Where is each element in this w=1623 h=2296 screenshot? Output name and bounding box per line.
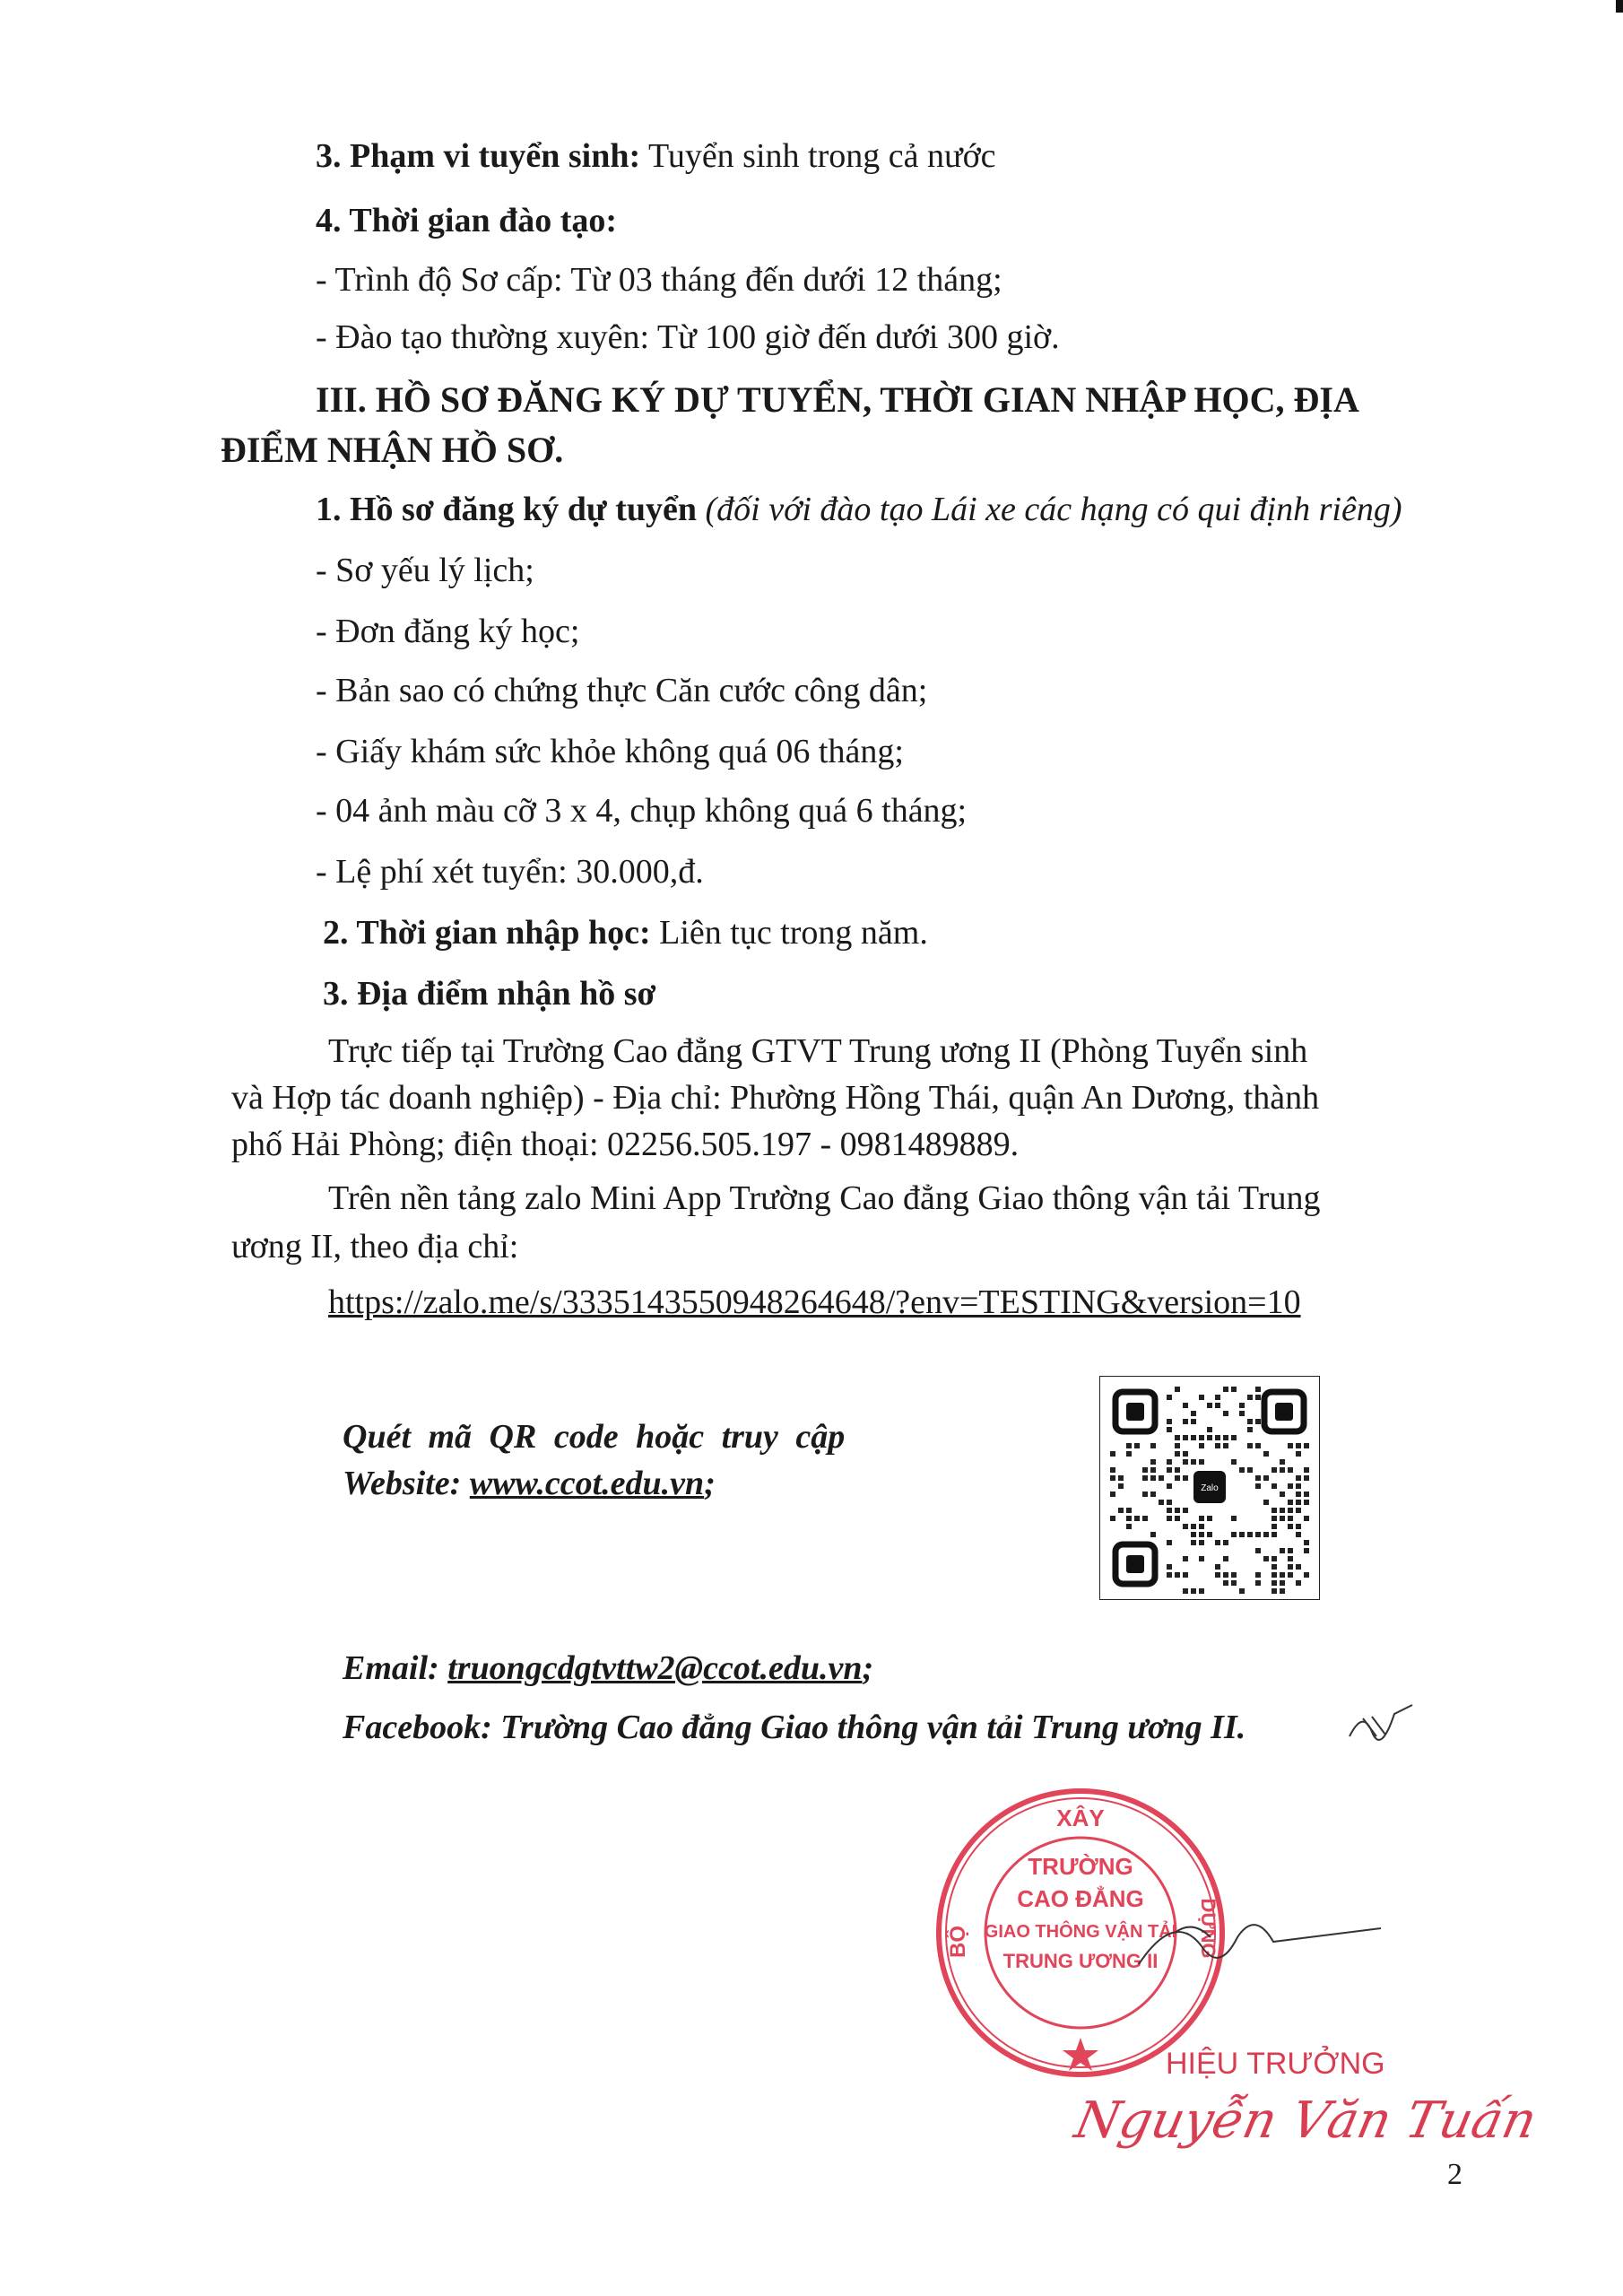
email-link[interactable]: truongcdgtvttw2@ccot.edu.vn: [447, 1649, 863, 1687]
documents-label: 1. Hồ sơ đăng ký dự tuyển: [316, 491, 698, 528]
duration-item: - Trình độ Sơ cấp: Từ 03 tháng đến dưới 12 tháng;: [316, 261, 1002, 299]
seal-line3: GIAO THÔNG VẬN TẢI: [984, 1922, 1177, 1942]
part3-heading-line2: ĐIỂM NHẬN HỒ SƠ.: [221, 430, 564, 470]
location-paragraph-line: và Hợp tác doanh nghiệp) - Địa chỉ: Phường Hồng Thái, quận An Dương, thành: [231, 1079, 1320, 1117]
zalo-logo: [1193, 1471, 1226, 1503]
website-end: ;: [704, 1465, 716, 1502]
seal-line4: TRUNG ƯƠNG II: [1002, 1950, 1159, 1972]
duration-item: - Đào tạo thường xuyên: Từ 100 giờ đến dưới 300 giờ.: [316, 318, 1060, 356]
scope-line: [316, 135, 996, 178]
duration-heading: 4. Thời gian đào tạo:: [316, 202, 618, 239]
qr-code-image: [1099, 1376, 1320, 1600]
zalo-link[interactable]: https://zalo.me/s/3335143550948264648/?env=TESTING&version=10: [328, 1283, 1301, 1321]
zalo-paragraph-line: ương II, theo địa chỉ:: [231, 1228, 519, 1265]
signer-title: HIỆU TRƯỞNG: [1166, 2047, 1385, 2081]
seal-right-text: DỰNG: [1197, 1898, 1219, 1959]
enrollment-time-line: [323, 911, 928, 954]
zalo-paragraph-line: Trên nền tảng zalo Mini App Trường Cao đẳng Giao thông vận tải Trung: [328, 1179, 1321, 1217]
documents-item: - Lệ phí xét tuyển: 30.000,đ.: [316, 853, 704, 891]
signer-name: Nguyễn Văn Tuấn: [1070, 2092, 1542, 2150]
seal-line2: CAO ĐẲNG: [1017, 1885, 1144, 1912]
page-number: 2: [1447, 2158, 1462, 2191]
seal-line1: TRƯỜNG: [1028, 1853, 1133, 1880]
documents-item: - Bản sao có chứng thực Căn cước công dân;: [316, 672, 928, 709]
location-heading: 3. Địa điểm nhận hồ sơ: [323, 975, 656, 1013]
facebook-label: Facebook:: [343, 1709, 501, 1746]
documents-note: (đối với đào tạo Lái xe các hạng có qui định riêng): [697, 491, 1402, 528]
website-label: Website:: [343, 1465, 470, 1502]
documents-item: - Đơn đăng ký học;: [316, 613, 580, 650]
initial-mark: [1345, 1700, 1417, 1745]
scan-edge-mark: [1616, 0, 1623, 13]
documents-item: - Sơ yếu lý lịch;: [316, 552, 534, 589]
enrollment-time-label: 2. Thời gian nhập học:: [323, 914, 651, 952]
email-end: ;: [862, 1649, 874, 1687]
email-line: [343, 1647, 873, 1690]
location-paragraph-line: Trực tiếp tại Trường Cao đẳng GTVT Trung ương II (Phòng Tuyển sinh: [328, 1032, 1308, 1070]
seal-left-text: BỘ: [946, 1926, 970, 1958]
qr-prompt: Quét mã QR code hoặc truy cập: [343, 1418, 846, 1456]
location-paragraph-line: phố Hải Phòng; điện thoại: 02256.505.197 - 0981489889.: [231, 1126, 1020, 1163]
facebook-value: Trường Cao đẳng Giao thông vận tải Trung ương II.: [500, 1709, 1246, 1746]
seal-top-text: XÂY: [1056, 1805, 1105, 1831]
documents-item: - 04 ảnh màu cỡ 3 x 4, chụp không quá 6 tháng;: [316, 792, 968, 830]
signature-stroke: [1121, 1892, 1390, 1991]
documents-heading: [316, 488, 1402, 531]
documents-item: - Giấy khám sức khỏe không quá 06 tháng;: [316, 733, 904, 770]
website-link[interactable]: www.ccot.edu.vn: [469, 1465, 705, 1502]
website-line: [343, 1462, 716, 1505]
scope-value: Tuyển sinh trong cả nước: [640, 137, 996, 175]
enrollment-time-value: Liên tục trong năm.: [650, 914, 928, 952]
facebook-line: [343, 1706, 1245, 1749]
part3-heading-line1: III. HỒ SƠ ĐĂNG KÝ DỰ TUYỂN, THỜI GIAN NHẬP HỌC, ĐỊA: [316, 379, 1359, 420]
scope-label: 3. Phạm vi tuyển sinh:: [316, 137, 641, 175]
zalo-logo-text: Zalo: [1201, 1483, 1219, 1493]
email-label: Email:: [343, 1649, 448, 1687]
